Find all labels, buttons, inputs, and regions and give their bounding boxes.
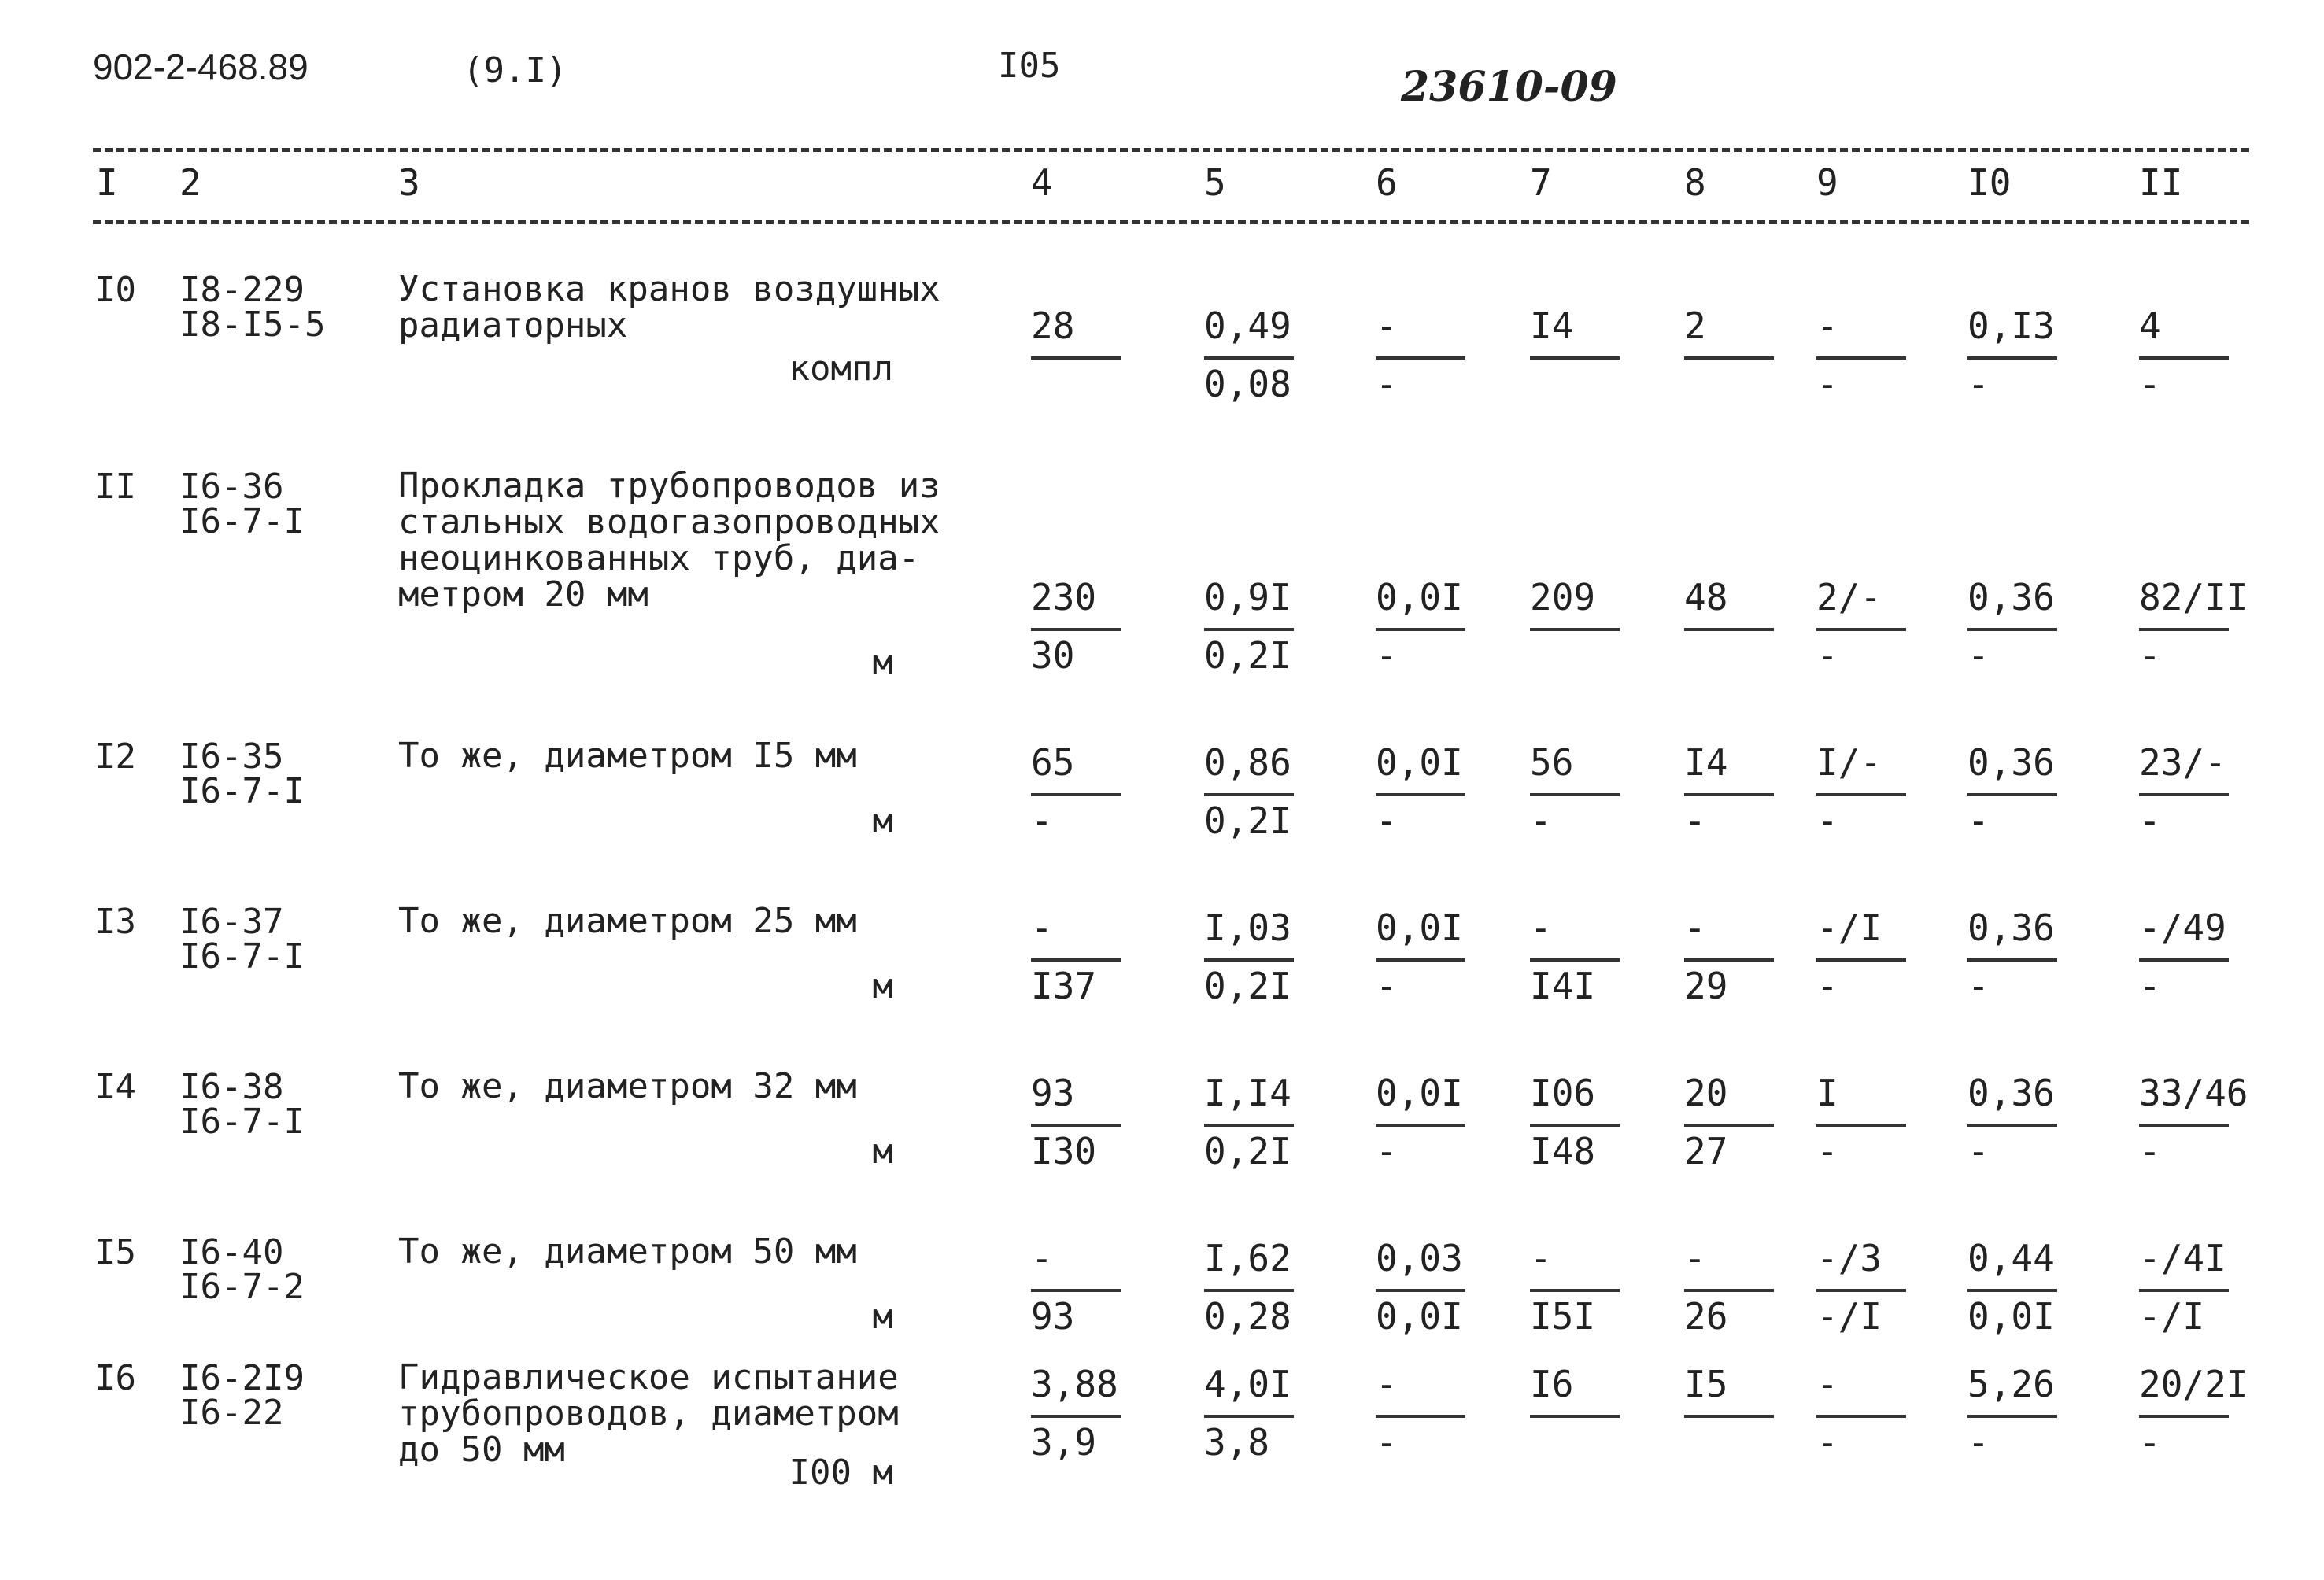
value-top: I6 (1530, 1360, 1620, 1418)
value-top: I4 (1684, 738, 1774, 796)
work-description: стальных водогазопроводных (398, 502, 940, 542)
norm-code: I6-7-I (179, 1102, 305, 1142)
value-bottom: - (1967, 965, 1990, 1007)
work-description: радиаторных (398, 305, 628, 345)
value-top: 48 (1684, 573, 1774, 631)
value-bottom: 29 (1684, 965, 1728, 1007)
column-number: I0 (1967, 161, 2012, 204)
value-top: 4 (2139, 301, 2229, 360)
work-description: То же, диаметром 50 мм (398, 1231, 857, 1272)
column-number: 2 (179, 161, 201, 204)
value-bottom: - (1816, 965, 1838, 1007)
document-code: 902-2-468.89 (93, 46, 309, 87)
value-fraction (1816, 1234, 1906, 1339)
header-rule-bottom (93, 220, 2249, 224)
value-fraction (1816, 301, 1906, 407)
value-bottom: - (1530, 799, 1552, 842)
value-fraction (1967, 573, 2057, 678)
value-top: -/4I (2139, 1234, 2229, 1292)
value-fraction (1684, 1234, 1774, 1339)
value-bottom: - (1816, 1130, 1838, 1172)
value-bottom: 0,28 (1204, 1295, 1291, 1338)
row-number: I3 (94, 902, 136, 942)
value-bottom: - (1816, 799, 1838, 842)
value-top: 0,36 (1967, 573, 2057, 631)
value-bottom: 30 (1031, 634, 1075, 677)
value-top: 0,36 (1967, 1069, 2057, 1127)
value-top: 0,9I (1204, 573, 1294, 631)
value-fraction (1376, 1360, 1465, 1465)
value-bottom: I4I (1530, 965, 1596, 1007)
value-fraction (1530, 301, 1620, 407)
value-bottom: -/I (1816, 1295, 1882, 1338)
value-top: 5,26 (1967, 1360, 2057, 1418)
value-bottom: 27 (1684, 1130, 1728, 1172)
value-bottom (1530, 631, 1620, 678)
value-top: - (1684, 903, 1774, 962)
value-fraction (1376, 301, 1465, 407)
value-bottom: - (2139, 634, 2161, 677)
unit-label: компл (789, 349, 893, 389)
norm-code: I6-36 (179, 467, 284, 507)
value-bottom: - (1816, 363, 1838, 405)
value-top: 209 (1530, 573, 1620, 631)
value-bottom: 0,0I (1967, 1295, 2055, 1338)
value-fraction (1031, 301, 1121, 407)
value-top: 0,44 (1967, 1234, 2057, 1292)
value-top: - (1376, 301, 1465, 360)
value-bottom: - (1376, 1421, 1398, 1464)
work-description: Гидравлическое испытание (398, 1357, 899, 1397)
value-top: 0,03 (1376, 1234, 1465, 1292)
value-fraction (1816, 573, 1906, 678)
value-top: I5 (1684, 1360, 1774, 1418)
value-bottom: 0,2I (1204, 634, 1291, 677)
value-bottom (1530, 360, 1620, 407)
value-bottom: - (2139, 363, 2161, 405)
value-fraction (1204, 301, 1294, 407)
column-number: 9 (1816, 161, 1838, 204)
value-top: - (1530, 1234, 1620, 1292)
value-bottom: - (1816, 1421, 1838, 1464)
value-top: 56 (1530, 738, 1620, 796)
value-fraction (1530, 903, 1620, 1009)
value-bottom: - (1967, 634, 1990, 677)
value-fraction (1967, 1360, 2057, 1465)
value-top: 2 (1684, 301, 1774, 360)
value-fraction (1530, 573, 1620, 678)
work-description: То же, диаметром 25 мм (398, 901, 857, 941)
value-fraction (1967, 903, 2057, 1009)
value-top: 28 (1031, 301, 1121, 360)
value-top: 4,0I (1204, 1360, 1294, 1418)
value-fraction (1031, 1234, 1121, 1339)
value-bottom (1684, 360, 1774, 407)
value-bottom: 0,0I (1376, 1295, 1463, 1338)
norm-code: I6-7-I (179, 501, 305, 541)
value-fraction (1684, 903, 1774, 1009)
norm-code: I6-37 (179, 902, 284, 942)
value-bottom: 0,08 (1204, 363, 1291, 405)
value-fraction (1031, 903, 1121, 1009)
value-fraction (1204, 738, 1294, 844)
value-top: - (1031, 1234, 1121, 1292)
value-bottom: - (2139, 1421, 2161, 1464)
value-bottom: 26 (1684, 1295, 1728, 1338)
value-top: 3,88 (1031, 1360, 1121, 1418)
value-bottom: - (1376, 1130, 1398, 1172)
value-bottom: - (1376, 363, 1398, 405)
value-fraction (2139, 301, 2229, 407)
value-fraction (1530, 738, 1620, 844)
value-bottom: 0,2I (1204, 799, 1291, 842)
value-fraction (1816, 1069, 1906, 1174)
value-fraction (1031, 1360, 1121, 1465)
value-top: 23/- (2139, 738, 2229, 796)
value-bottom: - (1376, 634, 1398, 677)
value-fraction (1967, 1234, 2057, 1339)
value-top: I,I4 (1204, 1069, 1294, 1127)
norm-code: I6-7-I (179, 936, 305, 976)
work-description: Прокладка трубопроводов из (398, 466, 940, 506)
row-number: I5 (94, 1232, 136, 1272)
value-bottom: - (1967, 799, 1990, 842)
value-bottom: - (1967, 363, 1990, 405)
value-bottom: - (1967, 1130, 1990, 1172)
value-bottom: - (2139, 1130, 2161, 1172)
column-number: 3 (398, 161, 420, 204)
norm-code: I6-40 (179, 1232, 284, 1272)
value-fraction (2139, 738, 2229, 844)
norm-code: I6-22 (179, 1393, 284, 1433)
value-top: 0,36 (1967, 903, 2057, 962)
column-number: II (2139, 161, 2183, 204)
section-number: (9.I) (463, 50, 567, 90)
norm-code: I6-35 (179, 736, 284, 777)
value-top: - (1816, 1360, 1906, 1418)
value-top: 82/II (2139, 573, 2229, 631)
value-top: - (1031, 903, 1121, 962)
value-fraction (1376, 573, 1465, 678)
header-rule-top (93, 148, 2249, 152)
value-bottom (1684, 1418, 1774, 1465)
value-fraction (1684, 738, 1774, 844)
row-number: I2 (94, 736, 136, 777)
value-bottom: 3,8 (1204, 1421, 1270, 1464)
value-fraction (1031, 1069, 1121, 1174)
value-top: 2/- (1816, 573, 1906, 631)
column-number: 7 (1530, 161, 1552, 204)
value-fraction (2139, 1360, 2248, 1465)
value-fraction (2139, 1234, 2229, 1339)
value-top: - (1530, 903, 1620, 962)
value-fraction (1530, 1360, 1620, 1465)
value-bottom (1530, 1418, 1620, 1465)
value-fraction (1376, 1234, 1465, 1339)
work-description: То же, диаметром I5 мм (398, 736, 857, 776)
value-fraction (1967, 738, 2057, 844)
value-top: 0,86 (1204, 738, 1294, 796)
value-fraction (1530, 1069, 1620, 1174)
value-top: 20 (1684, 1069, 1774, 1127)
work-description: Установка кранов воздушных (398, 269, 940, 309)
value-fraction (1376, 738, 1465, 844)
value-top: 0,49 (1204, 301, 1294, 360)
value-fraction (1967, 301, 2057, 407)
value-top: 0,36 (1967, 738, 2057, 796)
row-number: II (94, 467, 136, 507)
norm-code: I6-7-I (179, 771, 305, 811)
value-fraction (1684, 1069, 1774, 1174)
value-fraction (1031, 738, 1121, 844)
norm-code: I6-2I9 (179, 1358, 305, 1398)
value-fraction (1204, 1234, 1294, 1339)
value-top: - (1684, 1234, 1774, 1292)
work-description: до 50 мм (398, 1430, 565, 1470)
value-bottom: - (2139, 799, 2161, 842)
value-bottom: I37 (1031, 965, 1097, 1007)
unit-label: м (872, 1131, 893, 1172)
norm-code: I8-I5-5 (179, 305, 326, 345)
value-fraction (2139, 903, 2229, 1009)
value-fraction (1530, 1234, 1620, 1339)
value-fraction (1684, 1360, 1774, 1465)
column-number: 6 (1376, 161, 1398, 204)
value-bottom: - (1816, 634, 1838, 677)
row-number: I6 (94, 1358, 136, 1398)
value-bottom: - (1684, 799, 1706, 842)
unit-label: м (872, 801, 893, 841)
value-top: 20/2I (2139, 1360, 2229, 1418)
value-top: - (1816, 301, 1906, 360)
value-fraction (1204, 573, 1294, 678)
value-top: I06 (1530, 1069, 1620, 1127)
value-fraction (2139, 573, 2248, 678)
norm-code: I6-7-2 (179, 1267, 305, 1307)
value-fraction (1816, 1360, 1906, 1465)
value-top: I4 (1530, 301, 1620, 360)
value-top: 230 (1031, 573, 1121, 631)
value-top: 65 (1031, 738, 1121, 796)
value-bottom: -/I (2139, 1295, 2205, 1338)
value-bottom: - (1376, 799, 1398, 842)
value-bottom (1684, 631, 1774, 678)
work-description: неоцинкованных труб, диа- (398, 538, 920, 578)
value-bottom: I5I (1530, 1295, 1596, 1338)
value-fraction (2139, 1069, 2248, 1174)
work-description: метром 20 мм (398, 574, 648, 615)
value-fraction (1204, 1360, 1294, 1465)
row-number: I0 (94, 270, 136, 310)
row-number: I4 (94, 1067, 136, 1107)
value-bottom: 0,2I (1204, 1130, 1291, 1172)
value-bottom: 0,2I (1204, 965, 1291, 1007)
value-top: -/3 (1816, 1234, 1906, 1292)
value-fraction (1684, 301, 1774, 407)
column-number: I (96, 161, 118, 204)
value-bottom (1031, 360, 1121, 407)
value-fraction (1816, 738, 1906, 844)
value-top: -/49 (2139, 903, 2229, 962)
value-fraction (1967, 1069, 2057, 1174)
unit-label: м (872, 966, 893, 1006)
value-top: 0,0I (1376, 903, 1465, 962)
column-number: 8 (1684, 161, 1706, 204)
unit-label: м (872, 1297, 893, 1337)
value-top: I/- (1816, 738, 1906, 796)
value-top: I (1816, 1069, 1906, 1127)
value-top: I,62 (1204, 1234, 1294, 1292)
value-bottom: - (2139, 965, 2161, 1007)
value-top: -/I (1816, 903, 1906, 962)
value-top: 0,0I (1376, 738, 1465, 796)
unit-label: м (872, 642, 893, 682)
page-number: I05 (998, 46, 1061, 86)
unit-label: I00 м (789, 1453, 893, 1493)
value-bottom: I30 (1031, 1130, 1097, 1172)
value-bottom: 93 (1031, 1295, 1075, 1338)
value-top: I,03 (1204, 903, 1294, 962)
value-fraction (1204, 1069, 1294, 1174)
value-top: 0,I3 (1967, 301, 2057, 360)
column-number: 4 (1031, 161, 1053, 204)
value-fraction (1376, 1069, 1465, 1174)
inventory-number: 23610-09 (1401, 63, 1617, 111)
value-top: 0,0I (1376, 573, 1465, 631)
column-number: 5 (1204, 161, 1226, 204)
value-fraction (1204, 903, 1294, 1009)
value-bottom: I48 (1530, 1130, 1596, 1172)
value-top: 33/46 (2139, 1069, 2229, 1127)
value-bottom: 3,9 (1031, 1421, 1097, 1464)
norm-code: I8-229 (179, 270, 305, 310)
value-top: 93 (1031, 1069, 1121, 1127)
value-bottom: - (1967, 1421, 1990, 1464)
value-fraction (1816, 903, 1906, 1009)
norm-code: I6-38 (179, 1067, 284, 1107)
value-fraction (1684, 573, 1774, 678)
value-bottom: - (1031, 799, 1053, 842)
value-top: 0,0I (1376, 1069, 1465, 1127)
work-description: То же, диаметром 32 мм (398, 1066, 857, 1106)
work-description: трубопроводов, диаметром (398, 1394, 899, 1434)
value-fraction (1031, 573, 1121, 678)
value-fraction (1376, 903, 1465, 1009)
value-bottom: - (1376, 965, 1398, 1007)
value-top: - (1376, 1360, 1465, 1418)
